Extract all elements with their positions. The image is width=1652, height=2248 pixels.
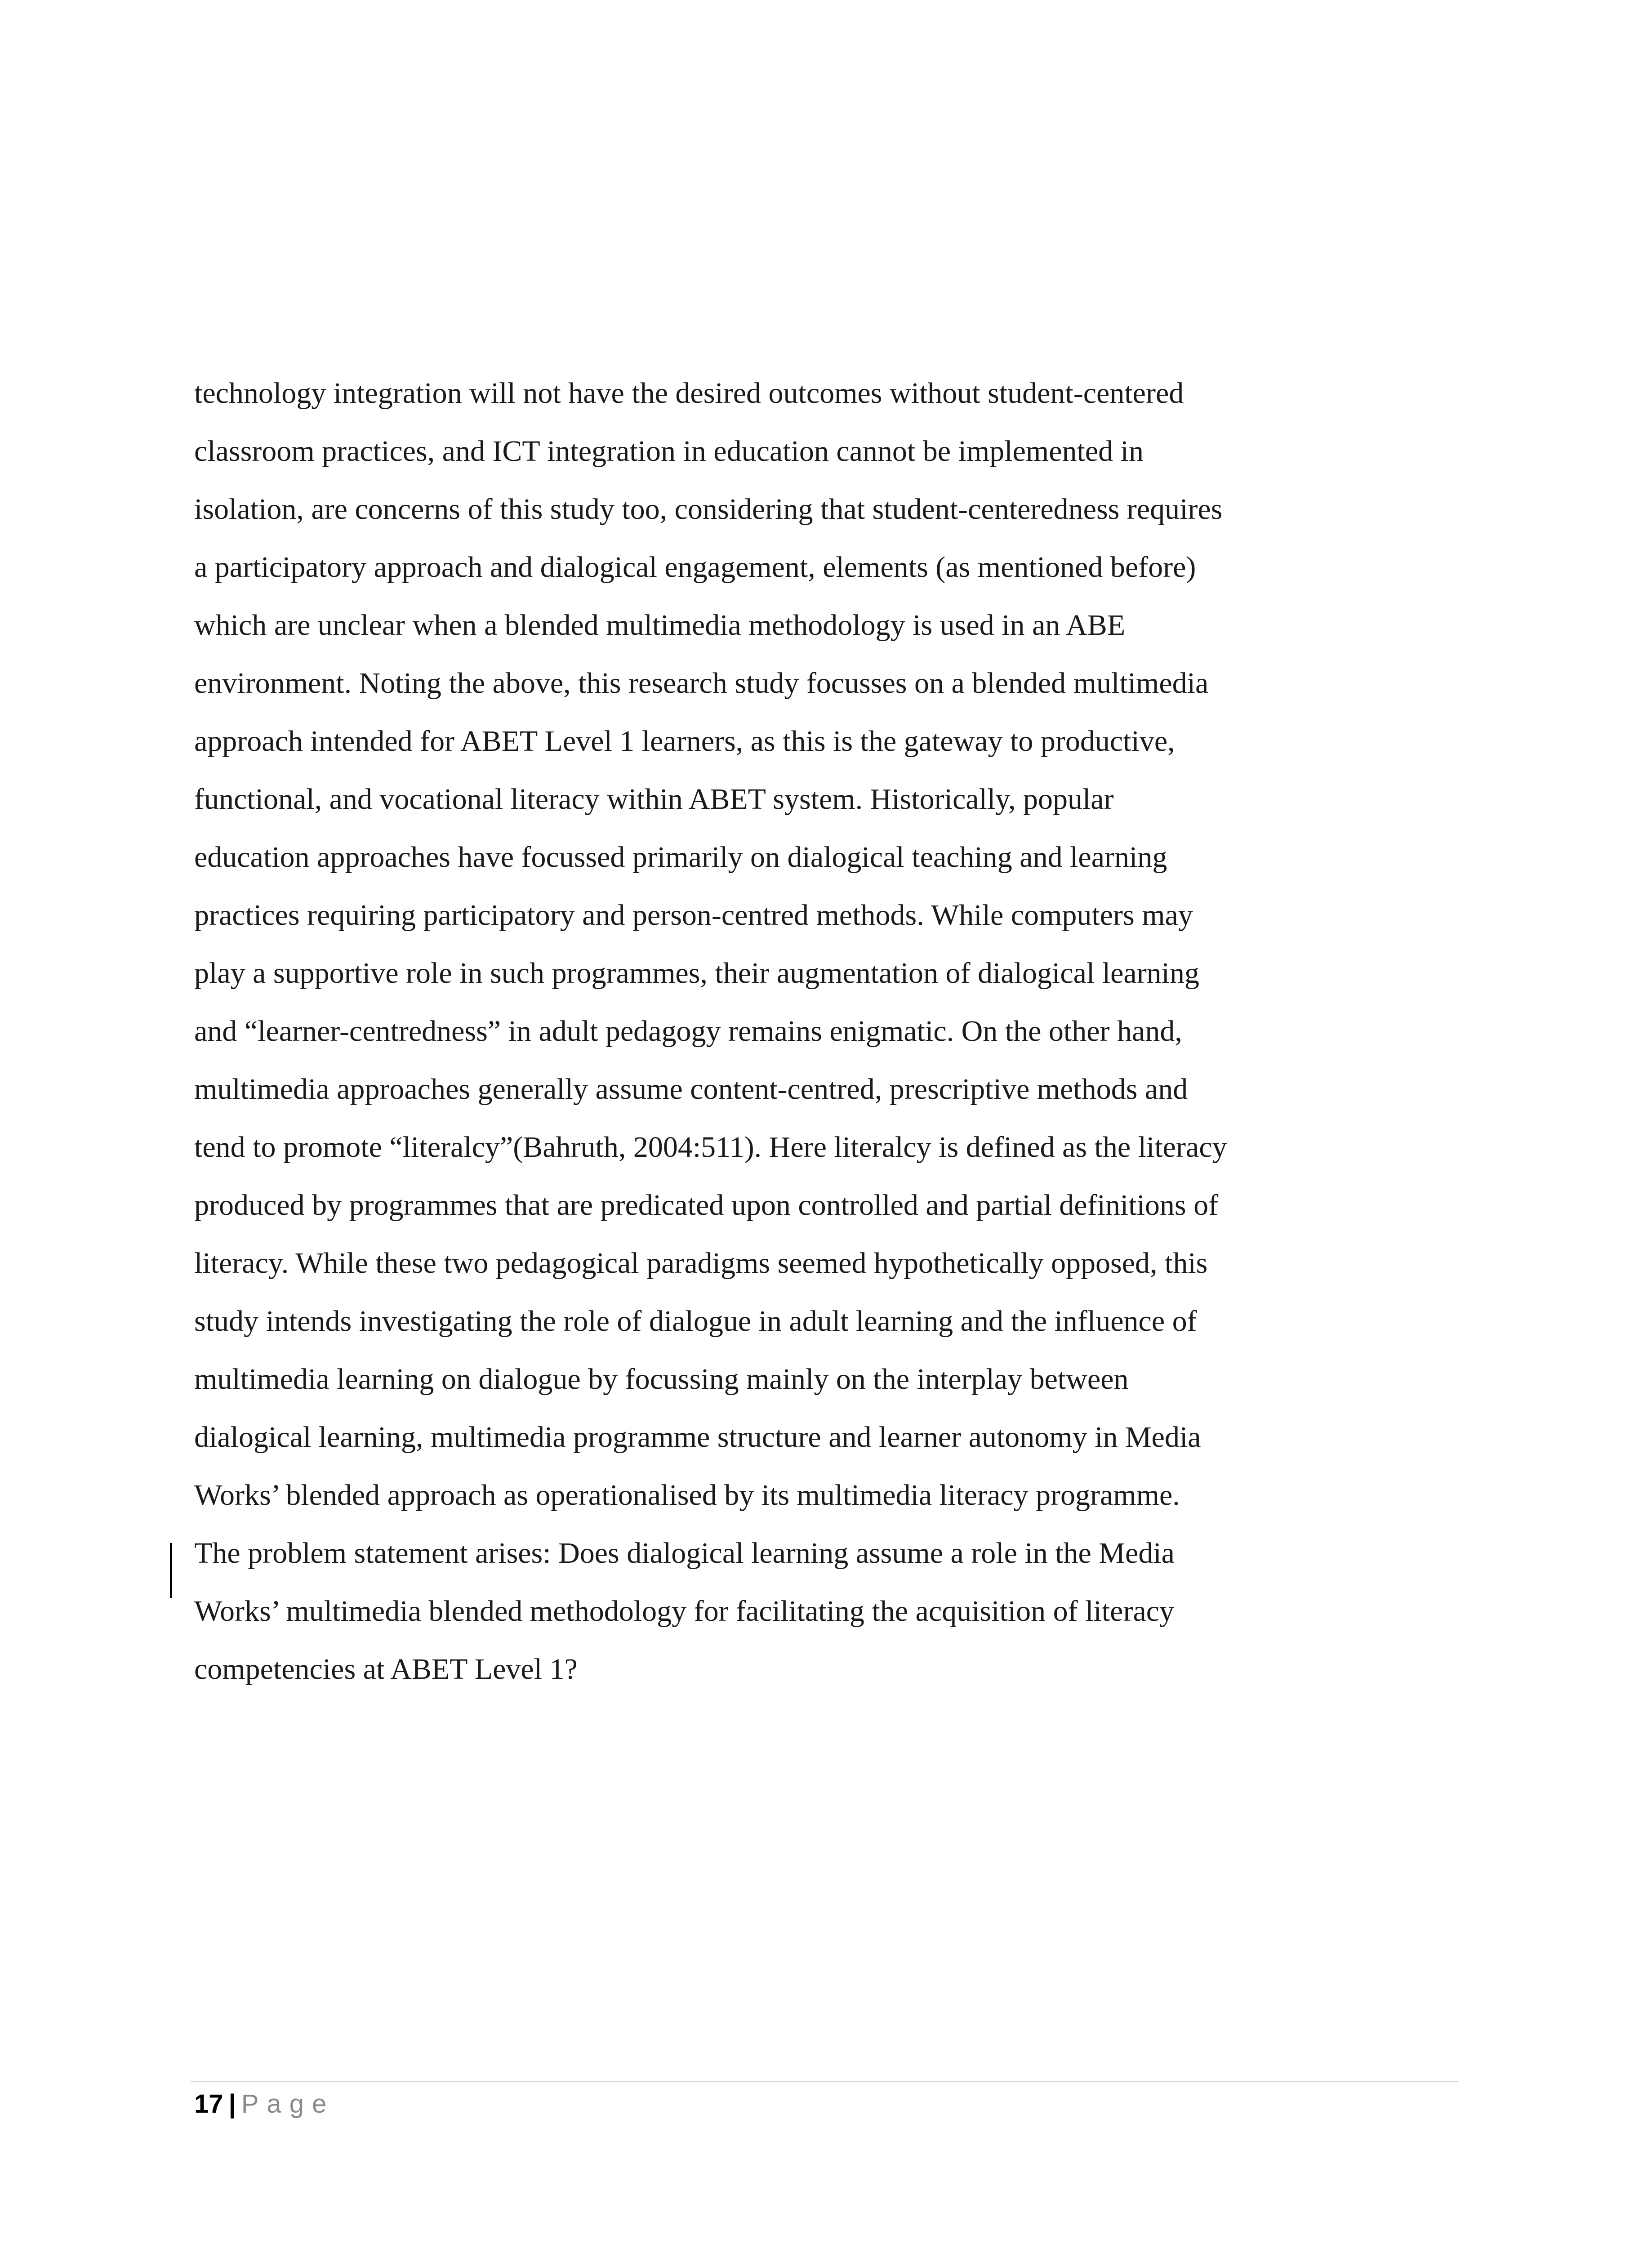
- paragraph-line: play a supportive role in such programmes, their augmentation of dialogical learning: [194, 957, 1200, 990]
- paragraph-line: multimedia approaches generally assume content-centred, prescriptive methods and: [194, 1073, 1188, 1106]
- page-number: 17: [194, 2089, 223, 2119]
- paragraph-line: competencies at ABET Level 1?: [194, 1653, 578, 1686]
- paragraph-line: technology integration will not have the desired outcomes without student-centered: [194, 377, 1184, 410]
- paragraph-line: produced by programmes that are predicated upon controlled and partial definitions of: [194, 1189, 1219, 1222]
- page-label: Page: [241, 2089, 335, 2119]
- paragraph-line: isolation, are concerns of this study too, considering that student-centeredness requires: [194, 493, 1223, 526]
- paragraph-line: a participatory approach and dialogical engagement, elements (as mentioned before): [194, 551, 1196, 584]
- paragraph-line: and “learner-centredness” in adult pedagogy remains enigmatic. On the other hand,: [194, 1015, 1182, 1048]
- paragraph-line: multimedia learning on dialogue by focussing mainly on the interplay between: [194, 1363, 1129, 1396]
- page-footer: [194, 2086, 334, 2122]
- footer-rule: [191, 2081, 1459, 2082]
- paragraph-line: study intends investigating the role of dialogue in adult learning and the influence of: [194, 1305, 1197, 1338]
- paragraph-line: education approaches have focussed primarily on dialogical teaching and learning: [194, 841, 1167, 874]
- revision-change-bar: [170, 1543, 172, 1598]
- paragraph-line: functional, and vocational literacy within ABET system. Historically, popular: [194, 783, 1114, 816]
- paragraph-line: Works’ multimedia blended methodology for facilitating the acquisition of literacy: [194, 1595, 1175, 1628]
- paragraph-line: tend to promote “literalcy”(Bahruth, 2004:511). Here literalcy is defined as the literacy: [194, 1131, 1227, 1164]
- paragraph-line: which are unclear when a blended multimedia methodology is used in an ABE: [194, 609, 1126, 642]
- body-paragraph: [194, 364, 1457, 1698]
- paragraph-line: dialogical learning, multimedia programme structure and learner autonomy in Media: [194, 1421, 1201, 1454]
- paragraph-line: practices requiring participatory and person-centred methods. While computers may: [194, 899, 1193, 932]
- paragraph-line: Works’ blended approach as operationalised by its multimedia literacy programme.: [194, 1479, 1180, 1512]
- paragraph-line: literacy. While these two pedagogical paradigms seemed hypothetically opposed, this: [194, 1247, 1208, 1280]
- paragraph-line: approach intended for ABET Level 1 learners, as this is the gateway to productive,: [194, 725, 1175, 758]
- paragraph-line: classroom practices, and ICT integration in education cannot be implemented in: [194, 435, 1144, 468]
- paragraph-line: The problem statement arises: Does dialogical learning assume a role in the Media: [194, 1537, 1175, 1570]
- footer-separator: |: [228, 2089, 236, 2119]
- paragraph-line: environment. Noting the above, this research study focusses on a blended multimedia: [194, 667, 1209, 700]
